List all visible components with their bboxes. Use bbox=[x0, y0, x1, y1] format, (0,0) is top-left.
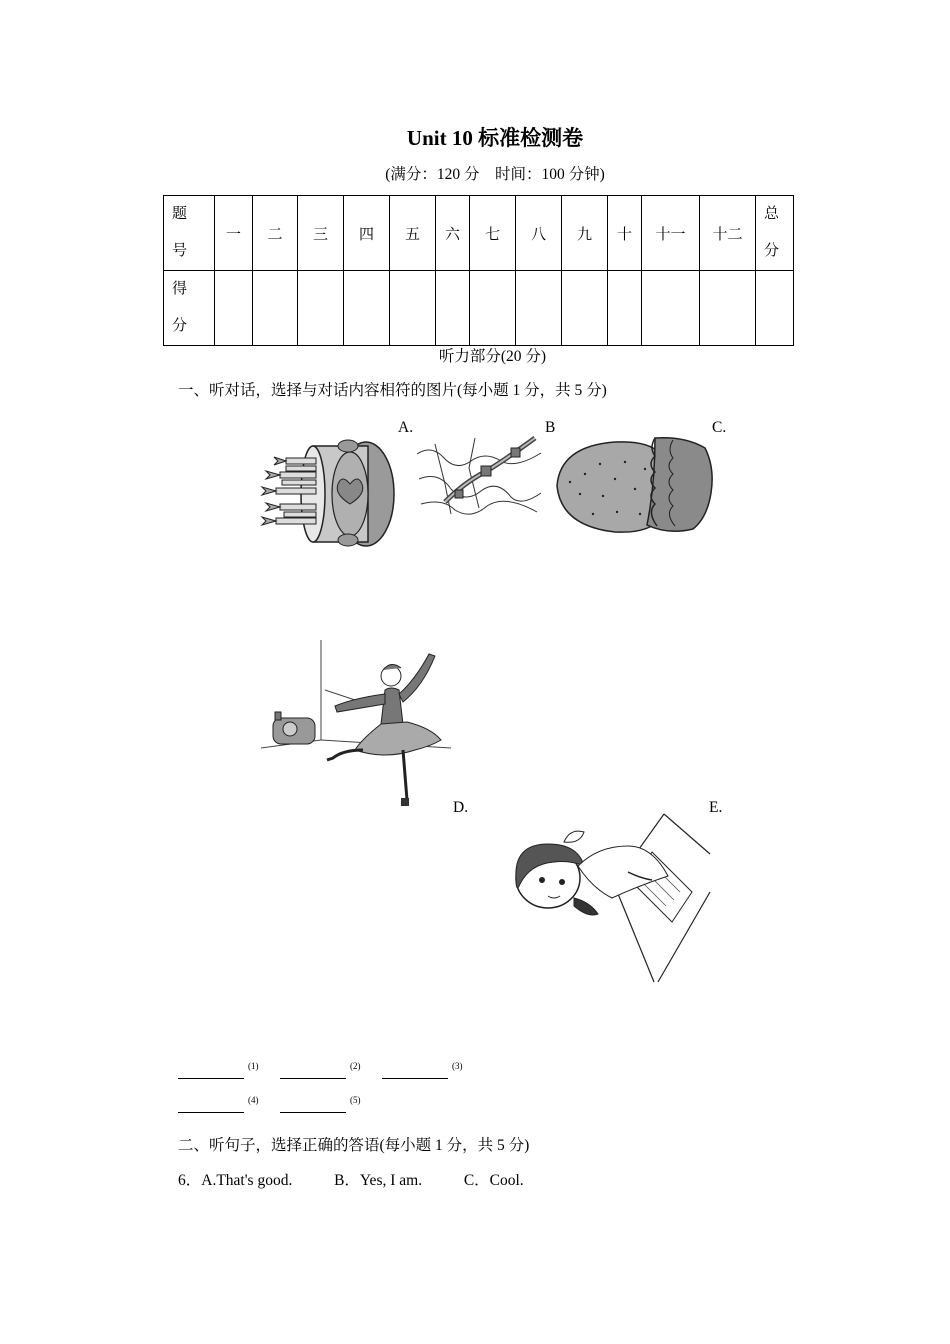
listening-heading: 听力部分(20 分) bbox=[438, 348, 547, 365]
score-cell[interactable] bbox=[215, 271, 253, 346]
score-table-header-label: 题 号 bbox=[164, 196, 215, 271]
option-6b[interactable]: B．Yes, I am. bbox=[334, 1172, 423, 1189]
col-6: 六 bbox=[436, 196, 470, 271]
col-3: 三 bbox=[298, 196, 344, 271]
col-11: 十一 bbox=[642, 196, 700, 271]
col-total: 总 分 bbox=[756, 196, 794, 271]
col-1: 一 bbox=[215, 196, 253, 271]
question-6-number: 6． bbox=[178, 1172, 202, 1189]
answer-blank-2[interactable] bbox=[280, 1064, 346, 1079]
answer-blank-3[interactable] bbox=[382, 1064, 448, 1079]
score-cell[interactable] bbox=[562, 271, 608, 346]
score-cell[interactable] bbox=[298, 271, 344, 346]
score-cell[interactable] bbox=[470, 271, 516, 346]
score-table bbox=[163, 195, 794, 346]
girl-writing-image bbox=[512, 812, 712, 984]
ballet-dancer-image bbox=[255, 638, 460, 813]
answer-blanks-row1: $^{(1)}$ $^{(2)}$ $^{(3)}$ bbox=[178, 1064, 481, 1084]
answer-blank-5[interactable] bbox=[280, 1098, 346, 1113]
score-cell[interactable] bbox=[344, 271, 390, 346]
answer-blanks-row2: $^{(4)}$ $^{(5)}$ bbox=[178, 1098, 379, 1118]
col-4: 四 bbox=[344, 196, 390, 271]
score-cell[interactable] bbox=[642, 271, 700, 346]
score-cell[interactable] bbox=[390, 271, 436, 346]
score-cell[interactable] bbox=[756, 271, 794, 346]
question-6 bbox=[178, 1168, 524, 1190]
score-cell[interactable] bbox=[700, 271, 756, 346]
col-7: 七 bbox=[470, 196, 516, 271]
score-row-label: 得 分 bbox=[164, 271, 215, 346]
col-9: 九 bbox=[562, 196, 608, 271]
col-12: 十二 bbox=[700, 196, 756, 271]
col-8: 八 bbox=[516, 196, 562, 271]
score-cell[interactable] bbox=[436, 271, 470, 346]
col-10: 十 bbox=[608, 196, 642, 271]
exam-info: (满分：120 分 时间：100 分钟) bbox=[385, 166, 605, 183]
section2-heading: 二、听句子，选择正确的答语(每小题 1 分，共 5 分) bbox=[178, 1137, 530, 1154]
page-title: Unit 10 标准检测卷 bbox=[406, 126, 584, 150]
pic-label-d: D. bbox=[453, 799, 469, 816]
pic-label-e: E. bbox=[709, 799, 723, 816]
birthday-cake-image bbox=[258, 436, 398, 551]
col-2: 二 bbox=[253, 196, 298, 271]
pic-label-b: B bbox=[545, 419, 556, 436]
col-5: 五 bbox=[390, 196, 436, 271]
section1-heading: 一、听对话，选择与对话内容相符的图片(每小题 1 分，共 5 分) bbox=[178, 382, 607, 399]
score-cell[interactable] bbox=[608, 271, 642, 346]
option-6a[interactable]: A.That's good. bbox=[201, 1172, 293, 1189]
pic-label-c: C. bbox=[712, 419, 727, 436]
answer-blank-1[interactable] bbox=[178, 1064, 244, 1079]
score-cell[interactable] bbox=[516, 271, 562, 346]
score-cell[interactable] bbox=[253, 271, 298, 346]
strawberry-image bbox=[555, 434, 715, 534]
great-wall-image bbox=[415, 434, 545, 519]
option-6c[interactable]: C．Cool. bbox=[463, 1172, 524, 1189]
answer-blank-4[interactable] bbox=[178, 1098, 244, 1113]
pic-label-a: A. bbox=[398, 419, 414, 436]
